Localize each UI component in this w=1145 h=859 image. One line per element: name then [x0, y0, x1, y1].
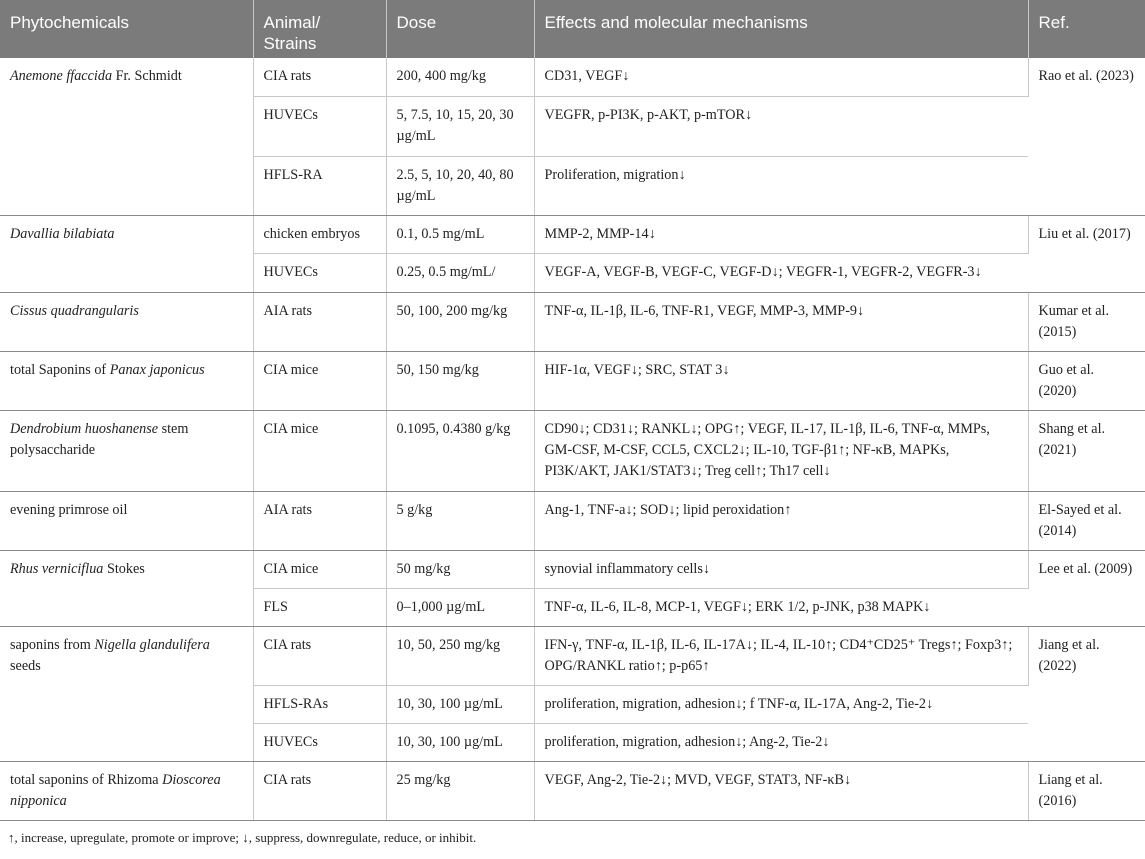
- reference-cell: El-Sayed et al. (2014): [1028, 491, 1145, 550]
- table-row: [0, 351, 1145, 410]
- dose-cell: 200, 400 mg/kg: [386, 58, 534, 96]
- effect-cell: CD90↓; CD31↓; RANKL↓; OPG↑; VEGF, IL-17, IL-1β, IL-6, TNF-α, MMPs, GM-CSF, M-CSF, CCL5, CXCL2↓; IL-10, TGF-β1↑; NF-κB, MAPKs, PI3K/AKT, JAK1/STAT3↓; Treg cell↑; Th17 cell↓: [534, 410, 1028, 491]
- effect-cell: IFN-γ, TNF-α, IL-1β, IL-6, IL-17A↓; IL-4, IL-10↑; CD4⁺CD25⁺ Tregs↑; Foxp3↑; OPG/RANKL ratio↑; p-p65↑: [534, 626, 1028, 685]
- dose-cell: 0.25, 0.5 mg/mL/: [386, 253, 534, 292]
- dose-cell: 0.1, 0.5 mg/mL: [386, 215, 534, 253]
- strain-cell: AIA rats: [253, 491, 386, 550]
- strain-cell: CIA rats: [253, 58, 386, 96]
- table-row: [0, 761, 1145, 820]
- dose-cell: 10, 30, 100 µg/mL: [386, 685, 534, 723]
- header-ref: Ref.: [1028, 0, 1145, 58]
- header-dose: Dose: [386, 0, 534, 58]
- reference-cell: Shang et al. (2021): [1028, 410, 1145, 491]
- header-animal-strains: Animal/ Strains: [253, 0, 386, 58]
- dose-cell: 10, 30, 100 µg/mL: [386, 723, 534, 761]
- dose-cell: 50 mg/kg: [386, 550, 534, 588]
- strain-cell: chicken embryos: [253, 215, 386, 253]
- strain-cell: HUVECs: [253, 723, 386, 761]
- table-row: [0, 491, 1145, 550]
- effect-cell: synovial inflammatory cells↓: [534, 550, 1028, 588]
- table-row: [0, 215, 1145, 253]
- strain-cell: HFLS-RA: [253, 156, 386, 215]
- table-row: [0, 410, 1145, 491]
- dose-cell: 5 g/kg: [386, 491, 534, 550]
- phytochemical-name-part: seeds: [10, 657, 41, 674]
- strain-cell: AIA rats: [253, 292, 386, 351]
- effect-cell: Proliferation, migration↓: [534, 156, 1028, 215]
- table-header-row: [0, 0, 1145, 58]
- phytochemical-name-part: Nigella glandulifera: [94, 636, 210, 653]
- strain-cell: FLS: [253, 588, 386, 626]
- table-body: [0, 58, 1145, 820]
- phytochemical-name-part: evening primrose oil: [10, 501, 128, 518]
- strain-cell: CIA rats: [253, 626, 386, 685]
- effect-cell: MMP-2, MMP-14↓: [534, 215, 1028, 253]
- effect-cell: proliferation, migration, adhesion↓; f TNF-α, IL-17A, Ang-2, Tie-2↓: [534, 685, 1028, 723]
- strain-cell: CIA rats: [253, 761, 386, 820]
- phytochemical-cell: [0, 410, 253, 491]
- effect-cell: TNF-α, IL-6, IL-8, MCP-1, VEGF↓; ERK 1/2, p-JNK, p38 MAPK↓: [534, 588, 1028, 626]
- dose-cell: 2.5, 5, 10, 20, 40, 80 µg/mL: [386, 156, 534, 215]
- reference-cell: Rao et al. (2023): [1028, 58, 1145, 215]
- reference-cell: Lee et al. (2009): [1028, 550, 1145, 626]
- phytochemical-cell: [0, 351, 253, 410]
- dose-cell: 5, 7.5, 10, 15, 20, 30 µg/mL: [386, 96, 534, 156]
- reference-cell: Jiang et al. (2022): [1028, 626, 1145, 761]
- phytochemical-cell: [0, 626, 253, 761]
- reference-cell: Kumar et al. (2015): [1028, 292, 1145, 351]
- effect-cell: CD31, VEGF↓: [534, 58, 1028, 96]
- effect-cell: Ang-1, TNF-a↓; SOD↓; lipid peroxidation↑: [534, 491, 1028, 550]
- reference-cell: Guo et al. (2020): [1028, 351, 1145, 410]
- dose-cell: 10, 50, 250 mg/kg: [386, 626, 534, 685]
- dose-cell: 50, 150 mg/kg: [386, 351, 534, 410]
- phytochemical-name-part: Anemone ffaccida: [10, 68, 113, 84]
- effect-cell: TNF-α, IL-1β, IL-6, TNF-R1, VEGF, MMP-3, MMP-9↓: [534, 292, 1028, 351]
- phytochemical-name-part: Fr. Schmidt: [112, 68, 182, 84]
- phytochemical-name-part: Rhus verniciflua: [10, 560, 104, 577]
- phytochemical-cell: [0, 215, 253, 292]
- effect-cell: VEGF, Ang-2, Tie-2↓; MVD, VEGF, STAT3, NF-κB↓: [534, 761, 1028, 820]
- strain-cell: CIA mice: [253, 550, 386, 588]
- effect-cell: VEGF-A, VEGF-B, VEGF-C, VEGF-D↓; VEGFR-1, VEGFR-2, VEGFR-3↓: [534, 253, 1028, 292]
- reference-cell: Liang et al. (2016): [1028, 761, 1145, 820]
- phytochemical-name-part: stem polysaccharide: [10, 420, 189, 458]
- dose-cell: 0–1,000 µg/mL: [386, 588, 534, 626]
- phytochemical-name-part: Dioscorea nipponica: [10, 771, 221, 809]
- table-row: [0, 626, 1145, 685]
- reference-cell: Liu et al. (2017): [1028, 215, 1145, 292]
- strain-cell: HUVECs: [253, 96, 386, 156]
- strain-cell: HFLS-RAs: [253, 685, 386, 723]
- header-phytochemicals: Phytochemicals: [0, 0, 253, 58]
- strain-cell: CIA mice: [253, 410, 386, 491]
- header-effects: Effects and molecular mechanisms: [534, 0, 1028, 58]
- phytochemical-name-part: Davallia bilabiata: [10, 225, 115, 242]
- phytochemical-cell: [0, 550, 253, 626]
- phytochemical-name-part: total Saponins of: [10, 361, 110, 378]
- table-row: [0, 58, 1145, 96]
- phytochemical-name-part: total saponins of Rhizoma: [10, 771, 163, 788]
- dose-cell: 0.1095, 0.4380 g/kg: [386, 410, 534, 491]
- strain-cell: HUVECs: [253, 253, 386, 292]
- phytochemical-cell: [0, 292, 253, 351]
- effect-cell: HIF-1α, VEGF↓; SRC, STAT 3↓: [534, 351, 1028, 410]
- effect-cell: VEGFR, p-PI3K, p-AKT, p-mTOR↓: [534, 96, 1028, 156]
- phytochemical-name-part: Panax japonicus: [109, 361, 205, 378]
- table-row: [0, 550, 1145, 588]
- phytochemical-cell: [0, 58, 253, 215]
- strain-cell: CIA mice: [253, 351, 386, 410]
- dose-cell: 25 mg/kg: [386, 761, 534, 820]
- phytochemical-name-part: Stokes: [103, 560, 145, 577]
- phytochemical-cell: [0, 491, 253, 550]
- phytochemical-name-part: Dendrobium huoshanense: [10, 420, 159, 437]
- table-row: [0, 292, 1145, 351]
- dose-cell: 50, 100, 200 mg/kg: [386, 292, 534, 351]
- phytochemical-cell: [0, 761, 253, 820]
- phytochemical-name-part: saponins from: [10, 636, 95, 653]
- effect-cell: proliferation, migration, adhesion↓; Ang-2, Tie-2↓: [534, 723, 1028, 761]
- phytochemical-name-part: Cissus quadrangularis: [10, 302, 139, 319]
- table-footnote: ↑, increase, upregulate, promote or improve; ↓, suppress, downregulate, reduce, or inhibit.: [8, 829, 477, 845]
